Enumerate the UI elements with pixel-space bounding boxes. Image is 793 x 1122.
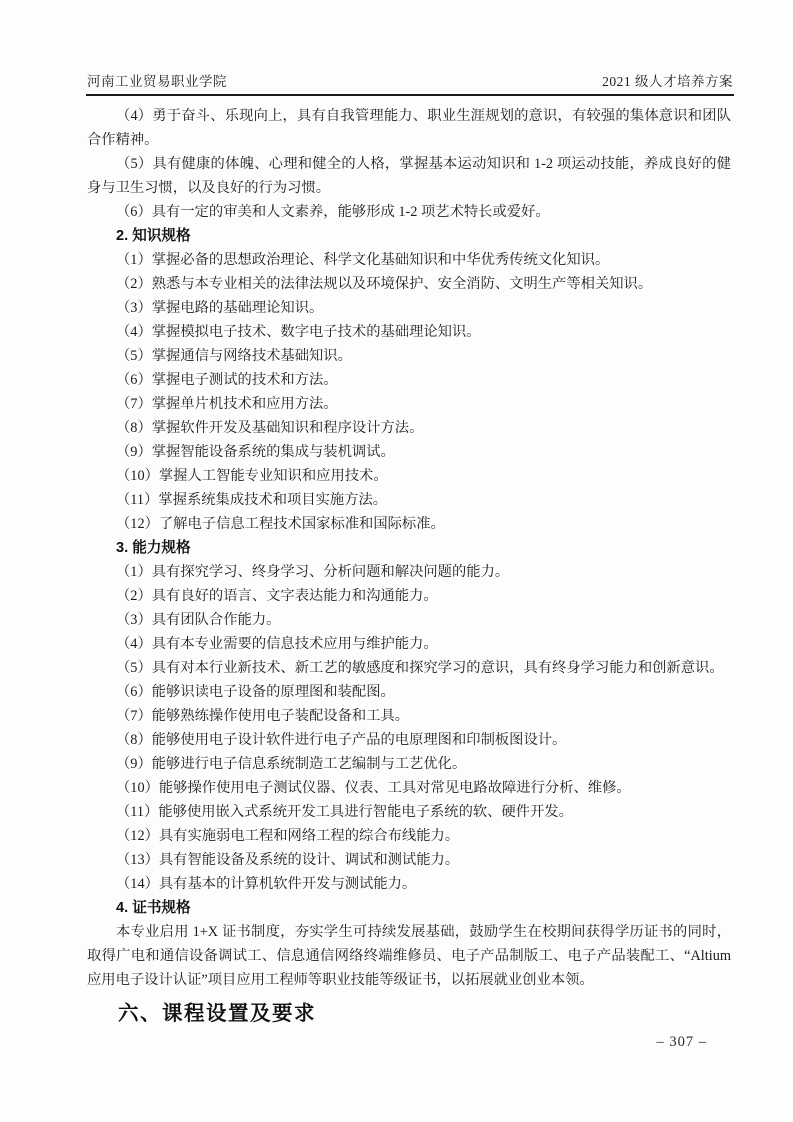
page-footer [657,1033,708,1051]
knowledge-item-1: （1）掌握必备的思想政治理论、科学文化基础知识和中华优秀传统文化知识。 [116,252,610,268]
quality-item-5: （5）具有健康的体魄、心理和健全的人格，掌握基本运动知识和 1-2 项运动技能，养成良好的健身与卫生习惯，以及良好的行为习惯。 [87,156,731,196]
ability-item-7: （7）能够熟练操作使用电子装配设备和工具。 [116,708,410,724]
ability-item-8: （8）能够使用电子设计软件进行电子产品的电原理图和印制板图设计。 [116,732,567,748]
section-heading-certificate: 4. 证书规格 [116,900,191,916]
knowledge-item-7: （7）掌握单片机技术和应用方法。 [116,396,338,412]
knowledge-item-3: （3）掌握电路的基础理论知识。 [116,300,324,316]
ability-item-10: （10）能够操作使用电子测试仪器、仪表、工具对常见电路故障进行分析、维修。 [116,780,631,796]
header-divider [86,94,734,96]
knowledge-item-4: （4）掌握模拟电子技术、数字电子技术的基础理论知识。 [116,324,481,340]
quality-item-4: （4）勇于奋斗、乐现向上，具有自我管理能力、职业生涯规划的意识，有较强的集体意识和团队合作精神。 [87,108,731,148]
quality-item-6: （6）具有一定的审美和人文素养，能够形成 1-2 项艺术特长或爱好。 [116,204,550,220]
knowledge-item-6: （6）掌握电子测试的技术和方法。 [116,372,338,388]
ability-item-11: （11）能够使用嵌入式系统开发工具进行智能电子系统的软、硬件开发。 [116,804,573,820]
document-body [87,104,731,1028]
ability-item-12: （12）具有实施弱电工程和网络工程的综合布线能力。 [116,828,460,844]
ability-item-14: （14）具有基本的计算机软件开发与测试能力。 [116,876,417,892]
ability-item-1: （1）具有探究学习、终身学习、分析问题和解决问题的能力。 [116,564,510,580]
knowledge-item-11: （11）掌握系统集成技术和项目实施方法。 [116,492,388,508]
section-heading-knowledge: 2. 知识规格 [116,228,191,244]
knowledge-item-10: （10）掌握人工智能专业知识和应用技术。 [116,468,388,484]
ability-item-3: （3）具有团队合作能力。 [116,612,281,628]
knowledge-item-2: （2）熟悉与本专业相关的法律法规以及环境保护、安全消防、文明生产等相关知识。 [116,276,653,292]
header-school-name: 河南工业贸易职业学院 [87,74,227,89]
knowledge-item-8: （8）掌握软件开发及基础知识和程序设计方法。 [116,420,424,436]
ability-item-6: （6）能够识读电子设备的原理图和装配图。 [116,684,395,700]
knowledge-item-9: （9）掌握智能设备系统的集成与装机调试。 [116,444,395,460]
page-header [87,73,733,91]
ability-item-4: （4）具有本专业需要的信息技术应用与维护能力。 [116,636,438,652]
header-plan-title: 2021 级人才培养方案 [602,74,733,89]
chapter-heading-courses: 六、课程设置及要求 [118,1002,316,1025]
knowledge-item-12: （12）了解电子信息工程技术国家标准和国际标准。 [116,516,445,532]
ability-item-5: （5）具有对本行业新技术、新工艺的敏感度和探究学习的意识，具有终身学习能力和创新意识。 [116,660,724,676]
page-number: – 307 – [656,1034,707,1050]
knowledge-item-5: （5）掌握通信与网络技术基础知识。 [116,348,352,364]
ability-item-9: （9）能够进行电子信息系统制造工艺编制与工艺优化。 [116,756,467,772]
ability-item-2: （2）具有良好的语言、文字表达能力和沟通能力。 [116,588,438,604]
section-heading-ability: 3. 能力规格 [116,540,191,556]
ability-item-13: （13）具有智能设备及系统的设计、调试和测试能力。 [116,852,460,868]
certificate-paragraph: 本专业启用 1+X 证书制度，夯实学生可持续发展基础，鼓励学生在校期间获得学历证书的同时，取得广电和通信设备调试工、信息通信网络终端维修员、电子产品制版工、电子产品装配工、“Altium 应用电子设计认证”项目应用工程师等职业技能等级证书，以拓展就业创业本领。 [87,924,731,988]
